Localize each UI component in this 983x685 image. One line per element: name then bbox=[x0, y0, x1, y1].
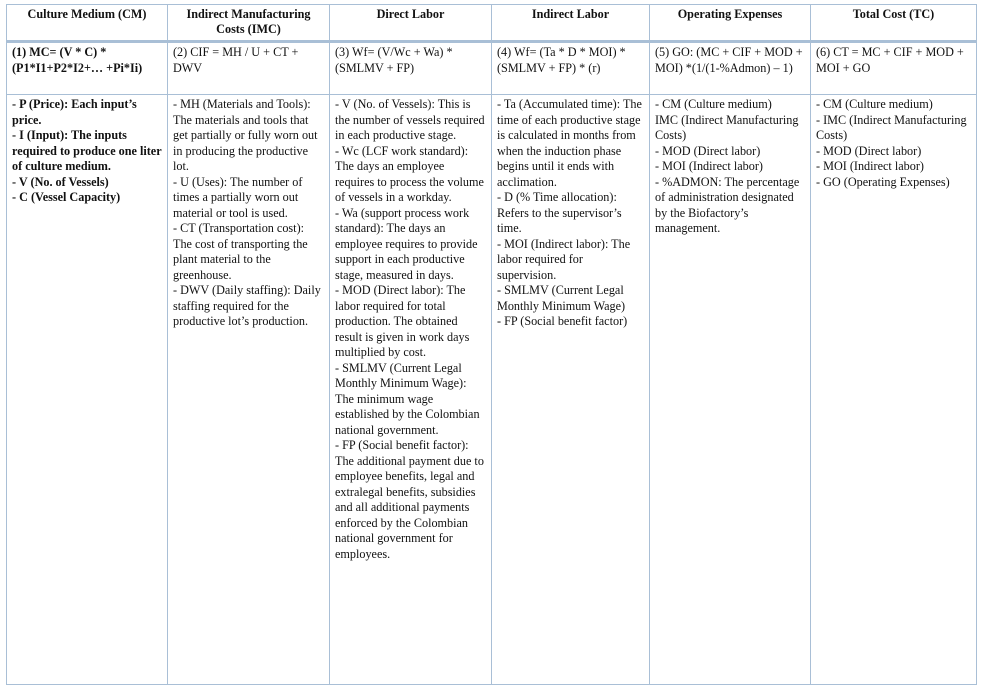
list-item: - MOD (Direct labor) bbox=[816, 143, 922, 158]
list-item: - U (Uses): The number of times a partially worn out material or tool is used. bbox=[173, 174, 303, 220]
desc-imc bbox=[168, 95, 330, 685]
list-item: - Wa (support process work standard): The days an employee requires to provide support in each productive stage, measured in days. bbox=[335, 205, 478, 282]
formula-row bbox=[7, 42, 977, 95]
list-item: - P (Price): Each input’s price. bbox=[12, 97, 137, 127]
formula-total-cost bbox=[811, 42, 977, 95]
list-item: - CM (Culture medium) bbox=[655, 97, 772, 111]
formula-text: (4) Wf= (Ta * D * MOI) * (SMLMV + FP) * (r) bbox=[497, 45, 626, 75]
formula-operating-expenses bbox=[650, 42, 811, 95]
formula-direct-labor bbox=[330, 42, 492, 95]
formula-indirect-labor bbox=[492, 42, 650, 95]
list-item: - FP (Social benefit factor) bbox=[497, 314, 628, 328]
list-item: - DWV (Daily staffing): Daily staffing required for the productive lot’s production. bbox=[173, 283, 321, 328]
desc-operating-expenses bbox=[650, 95, 811, 685]
list-item: - I (Input): The inputs required to produce one liter of culture medium. bbox=[12, 128, 162, 173]
header-indirect-labor: Indirect Labor bbox=[492, 5, 650, 42]
formula-imc bbox=[168, 42, 330, 95]
list-item: - Wc (LCF work standard): The days an employee requires to process the volume of vessels in a workday. bbox=[335, 143, 484, 204]
list-item: - MOI (Indirect labor) bbox=[816, 159, 924, 173]
list-item: - IMC (Indirect Manufacturing Costs) bbox=[816, 112, 967, 142]
formula-text: (5) GO: (MC + CIF + MOD + MOI) *(1/(1-%Admon) – 1) bbox=[655, 45, 803, 75]
list-item: - SMLMV (Current Legal Monthly Minimum Wage) bbox=[497, 283, 626, 313]
formula-text: (2) CIF = MH / U + CT + DWV bbox=[173, 45, 299, 75]
header-operating-expenses: Operating Expenses bbox=[650, 5, 811, 42]
list-item: - MOI (Indirect labor) bbox=[655, 159, 763, 173]
list-item: - GO (Operating Expenses) bbox=[816, 174, 950, 189]
header-indirect-manufacturing-costs: Indirect Manufacturing Costs (IMC) bbox=[168, 5, 330, 42]
header-total-cost: Total Cost (TC) bbox=[811, 5, 977, 42]
cost-formula-table bbox=[6, 4, 977, 685]
formula-text: (1) MC= (V * C) * (P1*I1+P2*I2+… +Pi*Ii) bbox=[12, 45, 143, 75]
list-item: - SMLMV (Current Legal Monthly Minimum Wage): The minimum wage established by the Colombian national government. bbox=[335, 360, 480, 437]
list-item: - V (No. of Vessels) bbox=[12, 174, 109, 189]
header-culture-medium: Culture Medium (CM) bbox=[7, 5, 168, 42]
list-item: - MOD (Direct labor): The labor required for total production. The obtained result is given in work days multiplied by cost. bbox=[335, 283, 470, 359]
list-item: IMC (Indirect Manufacturing Costs) bbox=[655, 112, 799, 142]
list-item: - D (% Time allocation): Refers to the supervisor’s time. bbox=[497, 190, 622, 235]
list-item: - %ADMON: The percentage of administration designated by the Biofactory’s management. bbox=[655, 174, 800, 235]
desc-total-cost bbox=[811, 95, 977, 685]
desc-culture-medium bbox=[7, 95, 168, 685]
header-row bbox=[7, 5, 977, 42]
header-direct-labor: Direct Labor bbox=[330, 5, 492, 42]
desc-direct-labor bbox=[330, 95, 492, 685]
formula-culture-medium bbox=[7, 42, 168, 95]
formula-text: (3) Wf= (V/Wc + Wa) * (SMLMV + FP) bbox=[335, 45, 453, 75]
list-item: - CT (Transportation cost): The cost of transporting the plant material to the greenhouse. bbox=[173, 221, 308, 282]
list-item: - Ta (Accumulated time): The time of each productive stage is calculated in months from when the induction phase begins until it ends with acclimation. bbox=[497, 97, 642, 189]
list-item: - FP (Social benefit factor): The additional payment due to employee benefits, legal and extralegal benefits, subsidies and all additional payments enforced by the Colombian national government for employees. bbox=[335, 438, 484, 561]
list-item: - V (No. of Vessels): This is the number of vessels required in each productive stage. bbox=[335, 97, 485, 142]
formula-text: (6) CT = MC + CIF + MOD + MOI + GO bbox=[816, 45, 964, 75]
desc-indirect-labor bbox=[492, 95, 650, 685]
list-item: - MH (Materials and Tools): The materials and tools that get partially or fully worn out in producing the productive lot. bbox=[173, 97, 318, 173]
description-row bbox=[7, 95, 977, 685]
list-item: - MOD (Direct labor) bbox=[655, 143, 761, 158]
list-item: - C (Vessel Capacity) bbox=[12, 190, 121, 204]
list-item: - CM (Culture medium) bbox=[816, 97, 933, 111]
list-item: - MOI (Indirect labor): The labor required for supervision. bbox=[497, 236, 631, 282]
